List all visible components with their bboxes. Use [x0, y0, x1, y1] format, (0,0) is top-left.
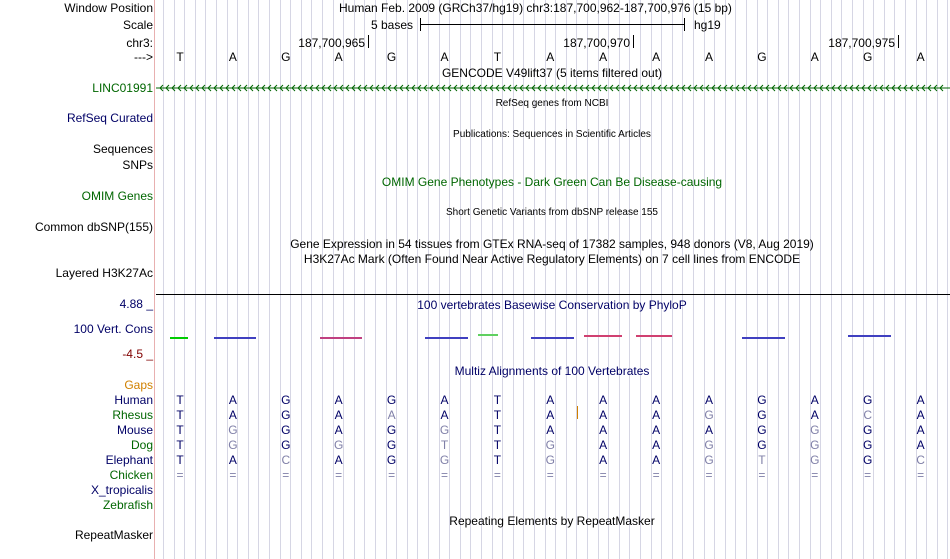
alignment-base: A [546, 408, 555, 422]
track-label-snps[interactable]: SNPs [122, 158, 153, 172]
strand-label: ---> [134, 50, 153, 64]
conservation-signal [214, 337, 256, 339]
reference-base: A [546, 50, 555, 64]
reference-base: A [810, 50, 819, 64]
gtex-track-title: Gene Expression in 54 tissues from GTEx RNA-seq of 17382 samples, 948 donors (V8, Aug 2019) [290, 237, 814, 251]
track-label-repeatmasker[interactable]: RepeatMasker [74, 528, 153, 542]
assembly-label: hg19 [694, 18, 721, 32]
alignment-base: A [652, 408, 661, 422]
conservation-signal [742, 337, 785, 339]
alignment-base: A [704, 393, 713, 407]
alignment-base: A [228, 408, 237, 422]
alignment-base: G [757, 393, 767, 407]
alignment-base: G [281, 393, 291, 407]
alignment-base: A [334, 408, 343, 422]
alignment-base: G [545, 438, 555, 452]
reference-base: A [440, 50, 449, 64]
alignment-base: G [386, 423, 397, 437]
alignment-base: = [335, 468, 343, 482]
alignment-base: G [757, 408, 767, 422]
left-divider [154, 0, 155, 559]
repeatmasker-track-title: Repeating Elements by RepeatMasker [449, 514, 655, 528]
alignment-base: G [386, 393, 397, 407]
alignment-base: = [493, 468, 501, 482]
alignment-base: T [493, 423, 502, 437]
alignment-base: A [440, 393, 449, 407]
alignment-base: = [388, 468, 396, 482]
track-label-dbsnp[interactable]: Common dbSNP(155) [34, 220, 153, 234]
alignment-base: G [545, 453, 555, 467]
ruler-tick-label: 187,700,975 [828, 36, 895, 50]
alignment-base: A [334, 393, 343, 407]
ruler-tick [898, 35, 899, 48]
track-label-conservation[interactable]: 100 Vert. Cons [73, 322, 153, 336]
alignment-base: A [652, 393, 661, 407]
omim-track-title: OMIM Gene Phenotypes - Dark Green Can Be Disease-causing [381, 175, 723, 189]
species-label[interactable]: Elephant [105, 453, 153, 467]
alignment-base: G [386, 453, 397, 467]
species-label[interactable]: Human [114, 393, 153, 407]
reference-base: G [386, 50, 397, 64]
alignment-base: G [704, 408, 714, 422]
alignment-base: G [704, 453, 714, 467]
ruler-tick [633, 35, 634, 48]
track-label-omim[interactable]: OMIM Genes [81, 189, 153, 203]
alignment-base: = [599, 468, 607, 482]
reference-base: A [916, 50, 925, 64]
alignment-base: A [810, 408, 819, 422]
alignment-base: A [599, 393, 608, 407]
alignment-base: G [863, 423, 873, 437]
alignment-base: G [757, 423, 767, 437]
alignment-base: C [281, 453, 291, 467]
ruler-tick [368, 35, 369, 48]
conservation-signal [636, 335, 672, 337]
publications-track-title: Publications: Sequences in Scientific Articles [453, 129, 651, 140]
reference-base: G [757, 50, 767, 64]
alignment-base: G [228, 438, 238, 452]
refseq-track-title: RefSeq genes from NCBI [495, 98, 609, 109]
conservation-min-label: -4.5 _ [122, 347, 153, 361]
species-label[interactable]: Rhesus [112, 408, 153, 422]
alignment-base: A [599, 453, 608, 467]
position-header: Human Feb. 2009 (GRCh37/hg19) chr3:187,700,962-187,700,976 (15 bp) [339, 1, 732, 15]
alignment-base: G [281, 408, 291, 422]
alignment-base: G [757, 438, 767, 452]
alignment-base: = [864, 468, 872, 482]
multiz-track-title: Multiz Alignments of 100 Vertebrates [454, 364, 650, 378]
alignment-base: A [810, 393, 819, 407]
alignment-base: A [704, 423, 713, 437]
conservation-signal [478, 334, 498, 336]
gencode-track-title: GENCODE V49lift37 (5 items filtered out) [441, 66, 663, 80]
alignment-base: T [758, 453, 766, 467]
species-label[interactable]: Zebrafish [102, 498, 153, 512]
ruler-tick-label: 187,700,965 [298, 36, 365, 50]
track-label-h3k27ac[interactable]: Layered H3K27Ac [55, 266, 153, 280]
dbsnp-track-title: Short Genetic Variants from dbSNP release 155 [446, 207, 658, 218]
scale-text: 5 bases [371, 18, 414, 32]
alignment-base: G [704, 438, 714, 452]
alignment-base: = [758, 468, 766, 482]
reference-base: A [334, 50, 343, 64]
alignment-base: = [176, 468, 184, 482]
ruler-tick-label: 187,700,970 [563, 36, 630, 50]
h3k27ac-track-title: H3K27Ac Mark (Often Found Near Active Regulatory Elements) on 7 cell lines from ENCODE [303, 252, 801, 266]
alignment-base: A [916, 408, 925, 422]
alignment-base: G [810, 438, 820, 452]
conservation-signal [170, 337, 188, 339]
alignment-base: T [440, 438, 449, 452]
window-position-label: Window Position [64, 1, 153, 15]
alignment-base: T [493, 438, 502, 452]
alignment-base: A [599, 423, 608, 437]
chrom-label: chr3: [126, 36, 153, 50]
alignment-base: A [916, 423, 925, 437]
alignment-base: C [916, 453, 925, 467]
alignment-base: A [652, 453, 661, 467]
alignment-base: T [176, 453, 184, 467]
alignment-base: T [493, 453, 502, 467]
reference-base: A [599, 50, 608, 64]
track-label-sequences[interactable]: Sequences [92, 142, 153, 156]
alignment-base: = [229, 468, 237, 482]
reference-base: A [652, 50, 661, 64]
alignment-base: A [652, 438, 661, 452]
alignment-base: A [916, 393, 925, 407]
track-label-gaps[interactable]: Gaps [124, 378, 153, 392]
alignment-base: A [440, 408, 449, 422]
alignment-base: T [176, 408, 184, 422]
alignment-base: G [863, 438, 873, 452]
conservation-signal [320, 337, 362, 339]
track-label-refseq[interactable]: RefSeq Curated [66, 111, 153, 125]
alignment-base: G [228, 423, 238, 437]
alignment-base: = [546, 468, 554, 482]
alignment-base: T [176, 393, 184, 407]
reference-base: A [228, 50, 237, 64]
alignment-base: A [599, 438, 608, 452]
species-label[interactable]: X_tropicalis [90, 483, 153, 497]
alignment-base: A [334, 453, 343, 467]
alignment-base: T [176, 423, 184, 437]
alignment-base: G [810, 423, 820, 437]
scale-bar-right-end [684, 18, 685, 31]
h3k27ac-signal-baseline [156, 294, 950, 295]
alignment-base: G [334, 438, 344, 452]
conservation-track-title: 100 vertebrates Basewise Conservation by PhyloP [417, 298, 687, 312]
alignment-base: G [439, 453, 450, 467]
gap-insertion-marker [577, 406, 578, 419]
reference-base: T [176, 50, 184, 64]
alignment-base: A [652, 423, 661, 437]
conservation-signal [425, 337, 468, 339]
reference-base: G [863, 50, 873, 64]
alignment-base: A [387, 408, 396, 422]
linc01991-gene-feature[interactable] [156, 82, 950, 94]
species-label[interactable]: Dog [130, 438, 153, 452]
alignment-base: A [599, 408, 608, 422]
scale-bar [420, 24, 685, 25]
alignment-base: A [916, 438, 925, 452]
alignment-base: G [281, 423, 291, 437]
alignment-base: T [176, 438, 184, 452]
alignment-base: A [228, 393, 237, 407]
alignment-base: A [334, 423, 343, 437]
alignment-base: T [493, 393, 502, 407]
alignment-base: = [282, 468, 290, 482]
reference-base: A [704, 50, 713, 64]
alignment-base: T [493, 408, 502, 422]
alignment-base: A [546, 423, 555, 437]
alignment-base: G [863, 393, 873, 407]
alignment-base: = [440, 468, 448, 482]
alignment-base: G [439, 423, 450, 437]
reference-base: G [281, 50, 291, 64]
alignment-base: G [810, 453, 820, 467]
alignment-base: A [546, 393, 555, 407]
conservation-signal [531, 337, 574, 339]
species-label[interactable]: Chicken [109, 468, 153, 482]
scale-label: Scale [122, 18, 153, 32]
species-label[interactable]: Mouse [116, 423, 153, 437]
alignment-base: G [863, 453, 873, 467]
alignment-base: = [652, 468, 660, 482]
alignment-base: G [281, 438, 291, 452]
alignment-base: = [705, 468, 713, 482]
conservation-signal [848, 335, 891, 337]
conservation-signal [584, 335, 622, 337]
alignment-base: A [228, 453, 237, 467]
track-label-linc01991[interactable]: LINC01991 [92, 81, 153, 95]
alignment-base: = [917, 468, 925, 482]
alignment-base: G [386, 438, 397, 452]
alignment-base: = [811, 468, 819, 482]
reference-base: T [493, 50, 502, 64]
conservation-max-label: 4.88 _ [119, 297, 153, 311]
alignment-base: C [863, 408, 873, 422]
